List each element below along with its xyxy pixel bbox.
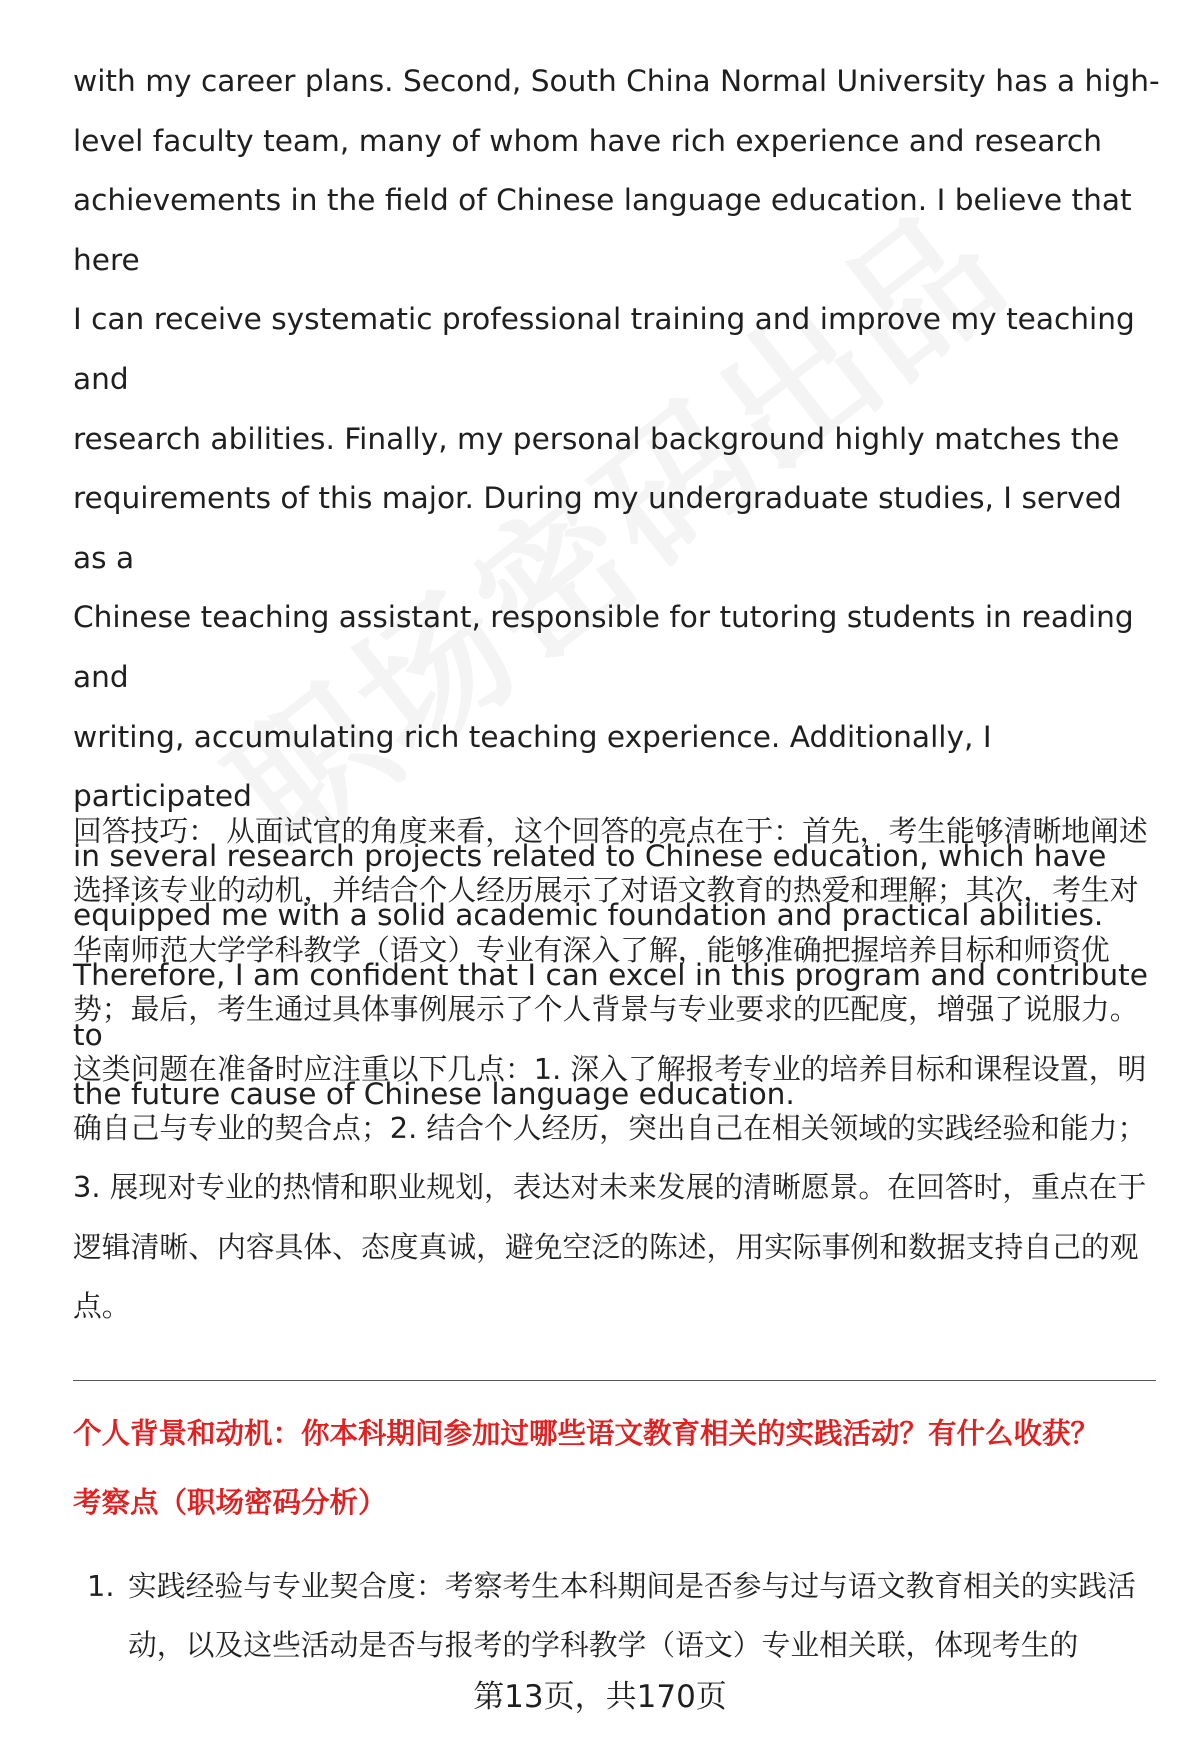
list-item-number: 1. <box>87 1569 115 1603</box>
list-item <box>73 1557 1163 1675</box>
question-heading: 个人背景和动机：你本科期间参加过哪些语文教育相关的实践活动？有什么收获？ <box>73 1417 1100 1450</box>
page-number-footer: 第13页，共170页 <box>0 1672 1200 1722</box>
assessment-list <box>73 1557 1163 1675</box>
assessment-heading: 考察点（职场密码分析） <box>73 1486 387 1519</box>
section-divider <box>73 1380 1156 1381</box>
answer-tips-paragraph: 回答技巧： 从面试官的角度来看，这个回答的亮点在于：首先，考生能够清晰地阐述选择该专业的动机，并结合个人经历展示了对语文教育的热爱和理解；其次，考生对华南师范大学学科教学（语文）专业有深入了解，能够准确把握培养目标和师资优势；最后，考生通过具体事例展示了个人背景与专业要求的匹配度，增强了说服力。这类问题在准备时应注重以下几点：1. 深入了解报考专业的培养目标和课程设置，明确自己与专业的契合点；2. 结合个人经历，突出自己在相关领域的实践经验和能力；3. 展现对专业的热情和职业规划，表达对未来发展的清晰愿景。在回答时，重点在于逻辑清晰、内容具体、态度真诚，避免空泛的陈述，用实际事例和数据支持自己的观点。 <box>73 814 1148 1324</box>
list-item-text: 实践经验与专业契合度：考察考生本科期间是否参与过与语文教育相关的实践活动，以及这些活动是否与报考的学科教学（语文）专业相关联，体现考生的 <box>128 1569 1136 1662</box>
answer-english-paragraph: with my career plans. Second, South China Normal University has a high- level faculty team, many of whom have rich experience and research achievements in the field of Chinese language education. I believe that here I can receive systematic professional training and improve my teaching and research abilities. Finally, my personal background highly matches the requirements of this major. During my undergraduate studies, I served as a Chinese teaching assistant, responsible for tutoring students in reading and writing, accumulating rich teaching experience. Additionally, I participated in several research projects related to Chinese education, which have equipped me with a solid academic foundation and practical abilities. Therefore, I am confident that I can excel in this program and contribute to the future cause of Chinese language education. <box>73 64 1160 1112</box>
